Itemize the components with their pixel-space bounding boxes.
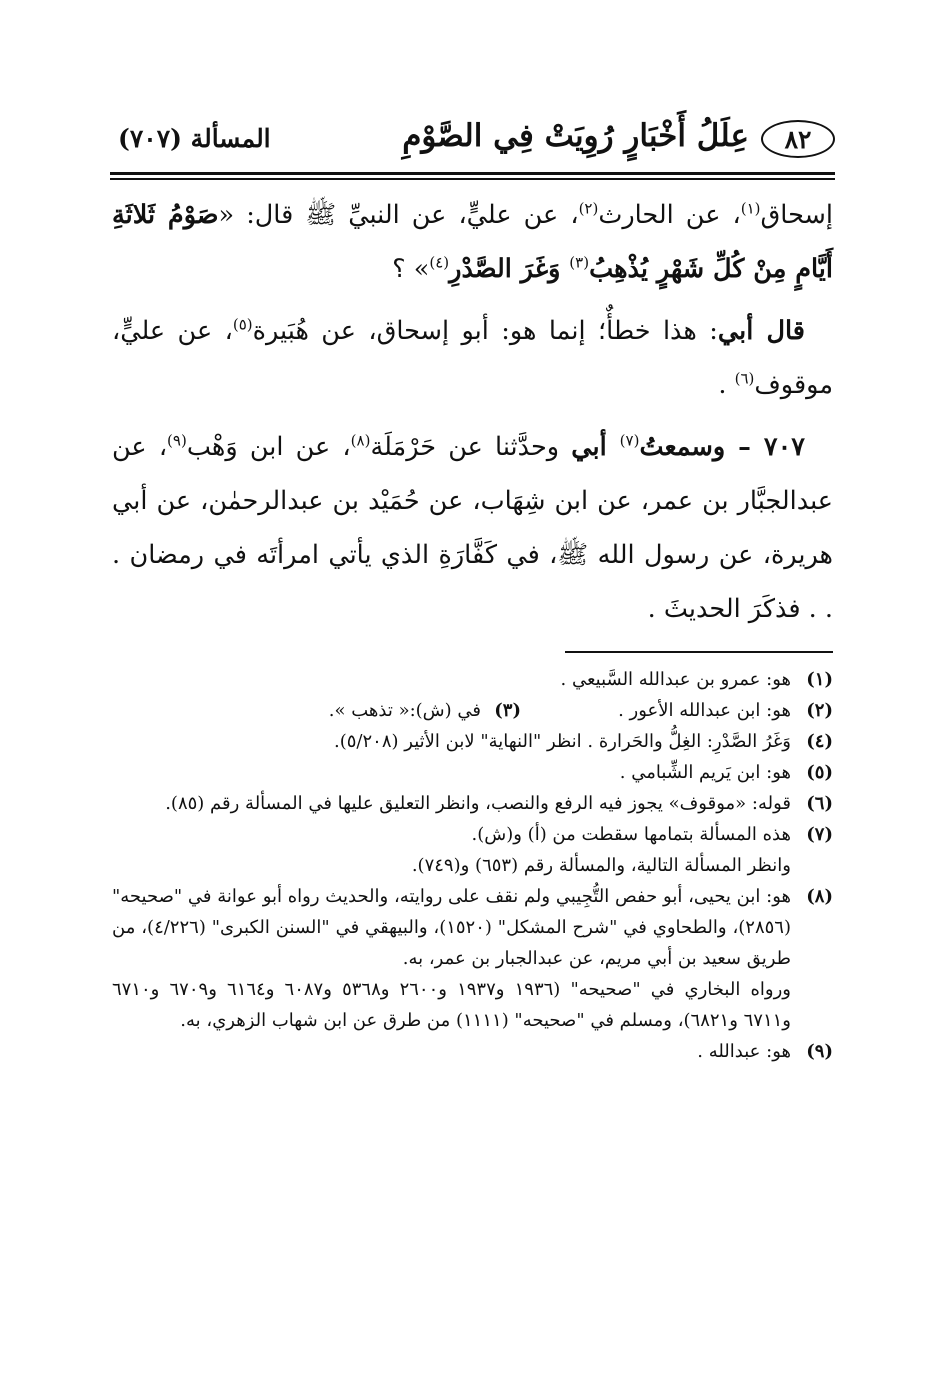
masala-number: ٧٠٧ – وسمعتُ	[639, 432, 805, 462]
text-run: إسحاق	[760, 200, 833, 230]
footnote-number: (٣)	[494, 700, 521, 721]
footnote-text: في (ش):« تذهب ».	[328, 700, 481, 721]
footnote-ref: (١)	[740, 199, 761, 218]
footnote-number: (٤)	[806, 731, 833, 752]
footnote-number: (٥)	[806, 762, 833, 783]
footnote-5	[112, 757, 833, 788]
footnote-number: (٩)	[806, 1041, 833, 1062]
footnote-text	[112, 881, 791, 1036]
page-number: ٨٢	[761, 120, 835, 158]
footnote-ref: (٥)	[232, 315, 253, 334]
footnote-line: هذه المسألة بتمامها سقطت من (أ) و(ش).	[471, 824, 791, 845]
footnote-number: (٨)	[806, 886, 833, 907]
paragraph-1	[112, 188, 833, 296]
footnote-number: (٦)	[806, 793, 833, 814]
paragraph-3	[112, 420, 833, 636]
book-title: عِلَلُ أَخْبَارٍ رُوِيَتْ فِي الصَّوْمِ	[402, 118, 749, 154]
footnote-paragraph: ورواه البخاري في "صحيحه" (١٩٣٦ و١٩٣٧ و٢٦٠٠ و٥٣٦٨ و٦٠٨٧ و٦١٦٤ و٦٧٠٩ و٦٧١٠ و٦٧١١ و٦٨٢١)، ومسلم في "صحيحه" (١١١١) من طرق عن ابن شهاب الزهري، به.	[112, 979, 791, 1031]
page-header	[110, 118, 835, 168]
footnote-number: (١)	[806, 669, 833, 690]
footnote-ref: (٧)	[619, 431, 640, 450]
footnote-8	[112, 881, 833, 1036]
footnote-number: (٧)	[806, 824, 833, 845]
paragraph-2	[112, 304, 833, 412]
text-run: ، عن عبدالجبَّار بن عمر، عن ابن شِهَاب، عن حُمَيْد بن عبدالرحمٰن، عن أبي هريرة، عن رسول الله ﷺ، في كَفَّارَةِ الذي يأتي امرأتَه في رمضان . . . فذكَرَ الحديثَ .	[112, 432, 834, 624]
footnote-ref: (٨)	[350, 431, 371, 450]
header-rule-thick	[110, 172, 835, 175]
footnote-line: وانظر المسألة التالية، والمسألة رقم (٦٥٣) و(٧٤٩).	[411, 855, 791, 876]
text-run: ، عن ابن وَهْب	[186, 432, 351, 462]
hadith-text: وَغَرَ الصَّدْرِ	[449, 254, 570, 284]
footnote-text	[112, 819, 791, 881]
speaker-label: أبي	[571, 432, 620, 462]
footnote-paragraph: هو: ابن يحيى، أبو حفص التُّجِيبي ولم نقف على روايته، والحديث رواه أبو عوانة في "صحيحه" (٢٨٥٦)، والطحاوي في "شرح المشكل" (١٥٢٠)، والبيهقي في "السنن الكبرى" (٤/٢٢٦)، من طريق سعيد بن أبي مريم، عن عبدالجبار بن عمر، به.	[112, 886, 791, 969]
text-run: .	[718, 370, 735, 400]
footnote-pair	[112, 695, 791, 726]
footnote-ref: (٢)	[578, 199, 599, 218]
text-run: » ؟	[392, 254, 430, 284]
footnote-text: هو: ابن عبدالله الأعور .	[618, 700, 791, 721]
footnote-number: (٢)	[806, 700, 833, 721]
masala-label: المسألة (٧٠٧)	[118, 124, 271, 153]
footnote-text: قوله: «موقوف» يجوز فيه الرفع والنصب، وانظر التعليق عليها في المسألة رقم (٨٥).	[165, 793, 791, 814]
text-run: : هذا خطأٌ؛ إنما هو: أبو إسحاق، عن هُبَيرة	[252, 316, 718, 346]
text-run: وحدَّثنا عن حَرْمَلَة	[370, 432, 572, 462]
footnote-text: هو: عبدالله .	[697, 1041, 791, 1062]
footnote-ref: (٤)	[429, 253, 450, 272]
footnote-ref: (٦)	[734, 369, 755, 388]
footnote-9	[112, 1036, 833, 1067]
text-run: ، عن الحارث	[598, 200, 741, 230]
footnote-separator	[565, 651, 833, 653]
footnote-4	[112, 726, 833, 757]
main-text	[112, 188, 833, 644]
footnote-text: هو: عمرو بن عبدالله السَّبيعي .	[560, 669, 791, 690]
footnotes	[112, 664, 833, 1067]
footnote-6	[112, 788, 833, 819]
text-run: ، عن عليٍّ، موقوف	[112, 316, 833, 400]
footnote-text: هو: ابن يَريم الشِّبامي .	[619, 762, 791, 783]
speaker-label: قال أبي	[717, 316, 805, 346]
footnote-ref: (٣)	[569, 253, 590, 272]
footnote-7	[112, 819, 833, 881]
footnote-1	[112, 664, 833, 695]
footnote-text: وَغَرُ الصَّدْرِ: الغِلُّ والحَرارة . انظر "النهاية" لابن الأثير (٥/٢٠٨).	[334, 731, 791, 752]
hadith-text: صَوْمُ ثَلاثَةِ أَيَّامٍ مِنْ كُلِّ شَهْرٍ يُذْهِبُ	[112, 200, 833, 284]
footnote-ref: (٩)	[167, 431, 187, 450]
header-rule-thin	[110, 178, 835, 180]
text-run: ، عن عليٍّ، عن النبيِّ ﷺ قال: «	[218, 200, 579, 230]
footnote-2-3	[112, 695, 833, 726]
